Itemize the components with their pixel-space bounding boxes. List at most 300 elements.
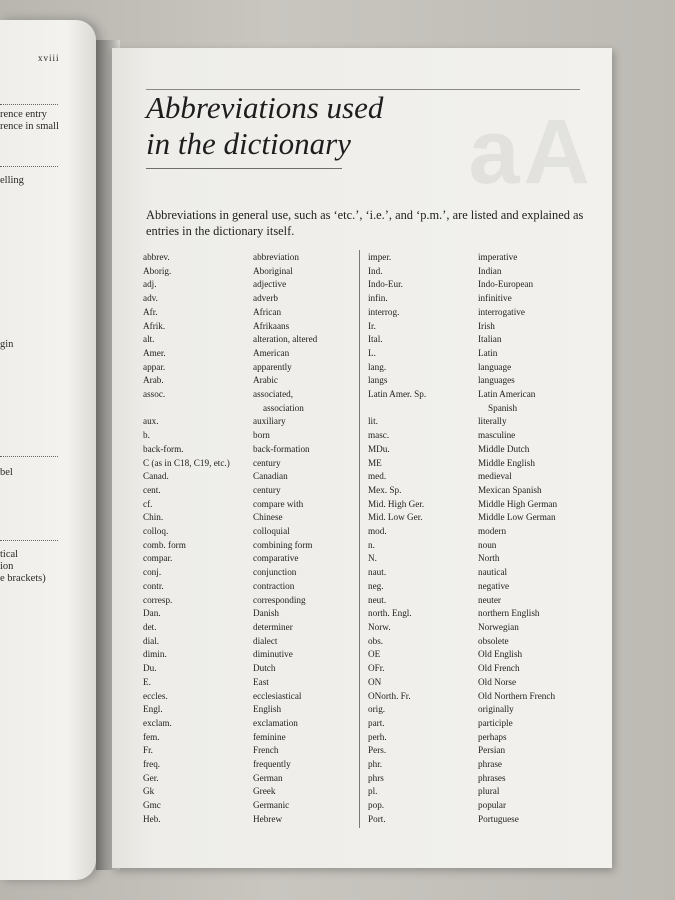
expansion [253, 607, 371, 621]
expansion [478, 744, 596, 758]
abbreviation-row [368, 292, 600, 306]
expansion [478, 717, 596, 731]
abbreviation: Du. [143, 663, 157, 674]
expansion-text: infinitive [478, 293, 512, 304]
expansion-text: African [253, 306, 282, 317]
abbreviation: N. [368, 553, 377, 564]
abbreviation-row [368, 443, 600, 457]
abbreviation: contr. [143, 580, 164, 591]
expansion-text: popular [478, 800, 507, 811]
expansion [478, 703, 596, 717]
expansion [253, 333, 371, 347]
abbreviation-row [368, 758, 600, 772]
expansion [253, 690, 371, 704]
expansion-text: born [253, 430, 270, 441]
expansion [478, 731, 596, 745]
expansion-text: Dutch [253, 663, 276, 674]
expansion-text: Greek [253, 786, 276, 797]
abbreviation-row [143, 676, 375, 690]
expansion [478, 320, 596, 334]
expansion [478, 251, 596, 265]
abbreviation-row [143, 484, 375, 498]
abbreviation: neut. [368, 594, 387, 605]
page-fragment: e brackets) [0, 573, 46, 584]
abbreviation: pop. [368, 800, 385, 811]
expansion [253, 278, 371, 292]
expansion [253, 621, 371, 635]
abbreviation-row [368, 320, 600, 334]
expansion-text: imperative [478, 252, 518, 262]
expansion [478, 690, 596, 704]
abbreviation: Norw. [368, 621, 391, 632]
abbreviation-row [143, 539, 375, 553]
expansion-text: nautical [478, 567, 508, 578]
abbreviation: interrog. [368, 306, 400, 317]
leader-dots [0, 540, 58, 541]
page-fragment: ion [0, 561, 14, 572]
expansion-continuation: association [263, 402, 304, 413]
abbreviation-row [368, 374, 600, 388]
abbreviation: Engl. [143, 704, 163, 715]
abbreviation-row [143, 265, 375, 279]
expansion-text: compare with [253, 498, 304, 509]
abbreviation-row [368, 525, 600, 539]
abbreviation: Aborig. [143, 265, 172, 276]
expansion-text: Arabic [253, 375, 278, 386]
abbreviation: Ger. [143, 772, 159, 783]
abbreviation: neg. [368, 580, 384, 591]
expansion [478, 758, 596, 772]
expansion [253, 498, 371, 512]
expansion [253, 484, 371, 498]
abbreviation: phrs [368, 772, 384, 783]
abbreviation: Pers. [368, 745, 387, 756]
abbreviation: Ir. [368, 320, 376, 331]
expansion-text: medieval [478, 471, 512, 482]
abbreviation-row [368, 690, 600, 704]
expansion-text: Chinese [253, 512, 283, 523]
expansion [478, 347, 596, 361]
abbreviation-row [143, 635, 375, 649]
expansion [253, 525, 371, 539]
expansion-text: originally [478, 704, 514, 715]
expansion [478, 333, 596, 347]
expansion-text: negative [478, 580, 510, 591]
show-through-letters: aA [468, 101, 594, 203]
title-line-2: in the dictionary [146, 126, 351, 161]
abbreviation-row [368, 415, 600, 429]
abbreviation: Arab. [143, 375, 164, 386]
abbreviation: Afr. [143, 306, 158, 317]
abbreviation: E. [143, 676, 151, 687]
abbreviation-row [368, 594, 600, 608]
abbreviation: b. [143, 430, 150, 441]
abbreviation-row [368, 251, 600, 265]
expansion-continuation: Spanish [488, 402, 518, 413]
expansion-text: language [478, 361, 512, 372]
abbreviation-row [368, 635, 600, 649]
abbreviation: det. [143, 621, 157, 632]
expansion [478, 813, 596, 827]
abbreviation-row [143, 429, 375, 443]
abbreviation-row [368, 278, 600, 292]
abbreviation-row [143, 292, 375, 306]
abbreviation: masc. [368, 430, 390, 441]
expansion [253, 552, 371, 566]
leader-dots [0, 456, 58, 457]
abbreviation-row [143, 731, 375, 745]
expansion [253, 813, 371, 827]
abbreviation: alt. [143, 334, 155, 345]
abbreviation: med. [368, 471, 387, 482]
expansion-text: contraction [253, 580, 295, 591]
expansion [253, 457, 371, 471]
expansion-text: Portuguese [478, 813, 519, 824]
abbreviation: Mex. Sp. [368, 484, 402, 495]
expansion [478, 580, 596, 594]
expansion-text: Danish [253, 608, 280, 619]
expansion [253, 580, 371, 594]
expansion [478, 484, 596, 498]
expansion-text: masculine [478, 430, 516, 441]
expansion [253, 443, 371, 457]
expansion-text: associated, [253, 389, 294, 400]
expansion-text: Middle High German [478, 498, 558, 509]
abbreviation-row [143, 525, 375, 539]
abbreviation: orig. [368, 704, 386, 715]
expansion [478, 621, 596, 635]
abbreviation: ON [368, 676, 382, 687]
expansion-text: adverb [253, 293, 278, 304]
expansion [478, 772, 596, 786]
abbreviation: fem. [143, 731, 160, 742]
expansion-text: Mexican Spanish [478, 484, 542, 495]
abbreviation-row [143, 772, 375, 786]
title-line-1: Abbreviations used [146, 90, 384, 125]
abbreviation-row [143, 799, 375, 813]
abbreviation-row [143, 813, 375, 827]
abbreviation-column-right [368, 251, 600, 827]
expansion-text: English [253, 704, 282, 715]
expansion [478, 278, 596, 292]
expansion [253, 511, 371, 525]
abbreviation-row [143, 566, 375, 580]
page-title [146, 90, 383, 162]
expansion [478, 374, 596, 388]
expansion [253, 374, 371, 388]
abbreviation: Mid. High Ger. [368, 498, 425, 509]
expansion-text: East [253, 676, 269, 687]
abbreviation: Latin Amer. Sp. [368, 389, 427, 400]
expansion [478, 607, 596, 621]
expansion [253, 320, 371, 334]
expansion [253, 429, 371, 443]
abbreviation-row [368, 470, 600, 484]
expansion-text: Aboriginal [253, 265, 293, 276]
expansion [478, 635, 596, 649]
abbreviation-column-left [143, 251, 375, 827]
expansion-text: determiner [253, 621, 293, 632]
expansion-text: comparative [253, 553, 299, 564]
expansion-text: Italian [478, 334, 502, 345]
expansion [478, 594, 596, 608]
expansion-text: Middle English [478, 457, 535, 468]
abbreviation: eccles. [143, 690, 168, 701]
abbreviation: abbrev. [143, 252, 170, 262]
expansion [253, 251, 371, 265]
page-number: xviii [38, 53, 60, 63]
abbreviation-row [368, 566, 600, 580]
expansion [253, 785, 371, 799]
expansion-text: back-formation [253, 443, 310, 454]
expansion-text: Canadian [253, 471, 288, 482]
abbreviation: Indo-Eur. [368, 279, 403, 290]
expansion [478, 566, 596, 580]
expansion [478, 306, 596, 320]
expansion [253, 799, 371, 813]
abbreviation: comb. form [143, 539, 186, 550]
expansion [478, 525, 596, 539]
abbreviation-row [143, 306, 375, 320]
abbreviation-row [368, 648, 600, 662]
abbreviation: Gmc [143, 800, 161, 811]
abbreviation: Fr. [143, 745, 153, 756]
expansion-text: Old French [478, 663, 520, 674]
expansion-text: Old Norse [478, 676, 517, 687]
expansion-text: Old Northern French [478, 690, 556, 701]
abbreviation: corresp. [143, 594, 173, 605]
abbreviation-row [368, 511, 600, 525]
abbreviation: pl. [368, 786, 378, 797]
page-fragment: tical [0, 549, 19, 560]
abbreviation-row [368, 580, 600, 594]
expansion-text: northern English [478, 608, 540, 619]
abbreviation-row [368, 457, 600, 471]
abbreviation-row [143, 648, 375, 662]
expansion-text: Norwegian [478, 621, 519, 632]
abbreviation: ME [368, 457, 382, 468]
expansion [253, 635, 371, 649]
expansion-text: Indian [478, 265, 502, 276]
abbreviation-row [143, 415, 375, 429]
expansion [253, 703, 371, 717]
abbreviation-row [368, 799, 600, 813]
expansion [253, 731, 371, 745]
expansion-text: Hebrew [253, 813, 283, 824]
expansion-text: Indo-European [478, 279, 534, 290]
abbreviation-row [368, 717, 600, 731]
expansion [253, 758, 371, 772]
expansion-text: exclamation [253, 717, 298, 728]
abbreviation-row [143, 498, 375, 512]
expansion [478, 470, 596, 484]
expansion-text: Middle Dutch [478, 443, 530, 454]
expansion [253, 744, 371, 758]
expansion [253, 306, 371, 320]
expansion [478, 511, 596, 525]
expansion [253, 676, 371, 690]
abbreviation: aux. [143, 416, 159, 427]
abbreviation-row [143, 594, 375, 608]
expansion [478, 292, 596, 306]
expansion-text: Afrikaans [253, 320, 290, 331]
abbreviation: Port. [368, 813, 386, 824]
abbreviation-row [143, 333, 375, 347]
expansion [478, 676, 596, 690]
abbreviation-row [368, 306, 600, 320]
abbreviation: naut. [368, 567, 387, 578]
abbreviation-row [368, 429, 600, 443]
expansion [478, 429, 596, 443]
abbreviation-row [368, 607, 600, 621]
page-fragment: elling [0, 175, 24, 186]
abbreviation-row [368, 347, 600, 361]
abbreviation-row [143, 320, 375, 334]
expansion-text: phrase [478, 759, 502, 770]
abbreviation-row [368, 484, 600, 498]
expansion-text: interrogative [478, 306, 525, 317]
abbreviation-row [368, 731, 600, 745]
expansion-text: century [253, 484, 281, 495]
abbreviation: compar. [143, 553, 173, 564]
expansion [253, 539, 371, 553]
abbreviation-row [143, 347, 375, 361]
expansion [478, 361, 596, 375]
expansion-text: plural [478, 786, 500, 797]
abbreviation: langs [368, 375, 388, 386]
expansion [478, 388, 596, 415]
abbreviation-row [368, 676, 600, 690]
abbreviation: dial. [143, 635, 160, 646]
abbreviation-row [368, 388, 600, 415]
abbreviation-row [143, 662, 375, 676]
page-fragment: gin [0, 339, 14, 350]
page-fragment: bel [0, 467, 13, 478]
expansion-text: French [253, 745, 279, 756]
abbreviation: Amer. [143, 347, 166, 358]
abbreviation-row [143, 470, 375, 484]
expansion [253, 594, 371, 608]
abbreviation-row [143, 717, 375, 731]
abbreviation: obs. [368, 635, 384, 646]
expansion-text: feminine [253, 731, 286, 742]
abbreviation: conj. [143, 567, 162, 578]
page-fragment: rence in small [0, 121, 59, 132]
expansion [478, 265, 596, 279]
expansion-text: auxiliary [253, 416, 286, 427]
expansion [478, 552, 596, 566]
abbreviation: mod. [368, 526, 387, 537]
abbreviation-row [143, 607, 375, 621]
abbreviation: adj. [143, 279, 157, 290]
abbreviation: Chin. [143, 512, 164, 523]
abbreviation: north. Engl. [368, 608, 412, 619]
expansion-text: Germanic [253, 800, 290, 811]
abbreviation-row [368, 498, 600, 512]
expansion-text: modern [478, 526, 507, 537]
title-rule [146, 168, 342, 169]
abbreviation-row [368, 333, 600, 347]
abbreviation-row [143, 703, 375, 717]
abbreviation-row [368, 703, 600, 717]
abbreviation-row [368, 662, 600, 676]
expansion [253, 388, 371, 415]
abbreviation: Canad. [143, 471, 169, 482]
abbreviation: perh. [368, 731, 387, 742]
expansion-text: Irish [478, 320, 495, 331]
expansion-text: dialect [253, 635, 278, 646]
expansion [478, 415, 596, 429]
expansion-text: century [253, 457, 281, 468]
abbreviation: back-form. [143, 443, 184, 454]
expansion-text: Persian [478, 745, 506, 756]
column-divider [359, 250, 360, 828]
expansion [478, 498, 596, 512]
abbreviation: lit. [368, 416, 378, 427]
expansion-text: Old English [478, 649, 523, 660]
abbreviation-row [368, 621, 600, 635]
dictionary-page [112, 48, 612, 868]
abbreviation-row [368, 744, 600, 758]
abbreviation-row [143, 278, 375, 292]
page-fragment: rence entry [0, 109, 47, 120]
expansion-text: ecclesiastical [253, 690, 302, 701]
abbreviation-row [143, 580, 375, 594]
previous-page [0, 20, 96, 880]
expansion-text: colloquial [253, 526, 290, 537]
expansion-text: Latin [478, 347, 498, 358]
abbreviation: OFr. [368, 663, 385, 674]
abbreviation-row [368, 265, 600, 279]
expansion-text: frequently [253, 759, 291, 770]
expansion [253, 292, 371, 306]
abbreviation-row [143, 374, 375, 388]
abbreviation-row [143, 690, 375, 704]
abbreviation: cent. [143, 484, 161, 495]
expansion [253, 265, 371, 279]
expansion [253, 415, 371, 429]
expansion-text: phrases [478, 772, 506, 783]
expansion [253, 662, 371, 676]
abbreviation: Gk [143, 786, 155, 797]
abbreviation-row [368, 361, 600, 375]
abbreviation: Mid. Low Ger. [368, 512, 423, 523]
abbreviation-row [368, 552, 600, 566]
abbreviation: exclam. [143, 717, 172, 728]
abbreviation: Dan. [143, 608, 161, 619]
abbreviation-row [143, 251, 375, 265]
expansion [478, 785, 596, 799]
abbreviation-row [143, 511, 375, 525]
expansion-text: neuter [478, 594, 501, 605]
abbreviation: n. [368, 539, 375, 550]
abbreviation-row [143, 457, 375, 471]
abbreviation-row [143, 621, 375, 635]
expansion [253, 347, 371, 361]
abbreviation-row [143, 388, 375, 415]
abbreviation: dimin. [143, 649, 167, 660]
abbreviation: Heb. [143, 813, 161, 824]
abbreviation-row [143, 785, 375, 799]
abbreviation-row [143, 361, 375, 375]
leader-dots [0, 104, 58, 105]
abbreviation: OE [368, 649, 381, 660]
abbreviation-row [143, 552, 375, 566]
expansion-text: participle [478, 717, 513, 728]
abbreviation: infin. [368, 293, 388, 304]
abbreviation-row [368, 772, 600, 786]
expansion [253, 648, 371, 662]
